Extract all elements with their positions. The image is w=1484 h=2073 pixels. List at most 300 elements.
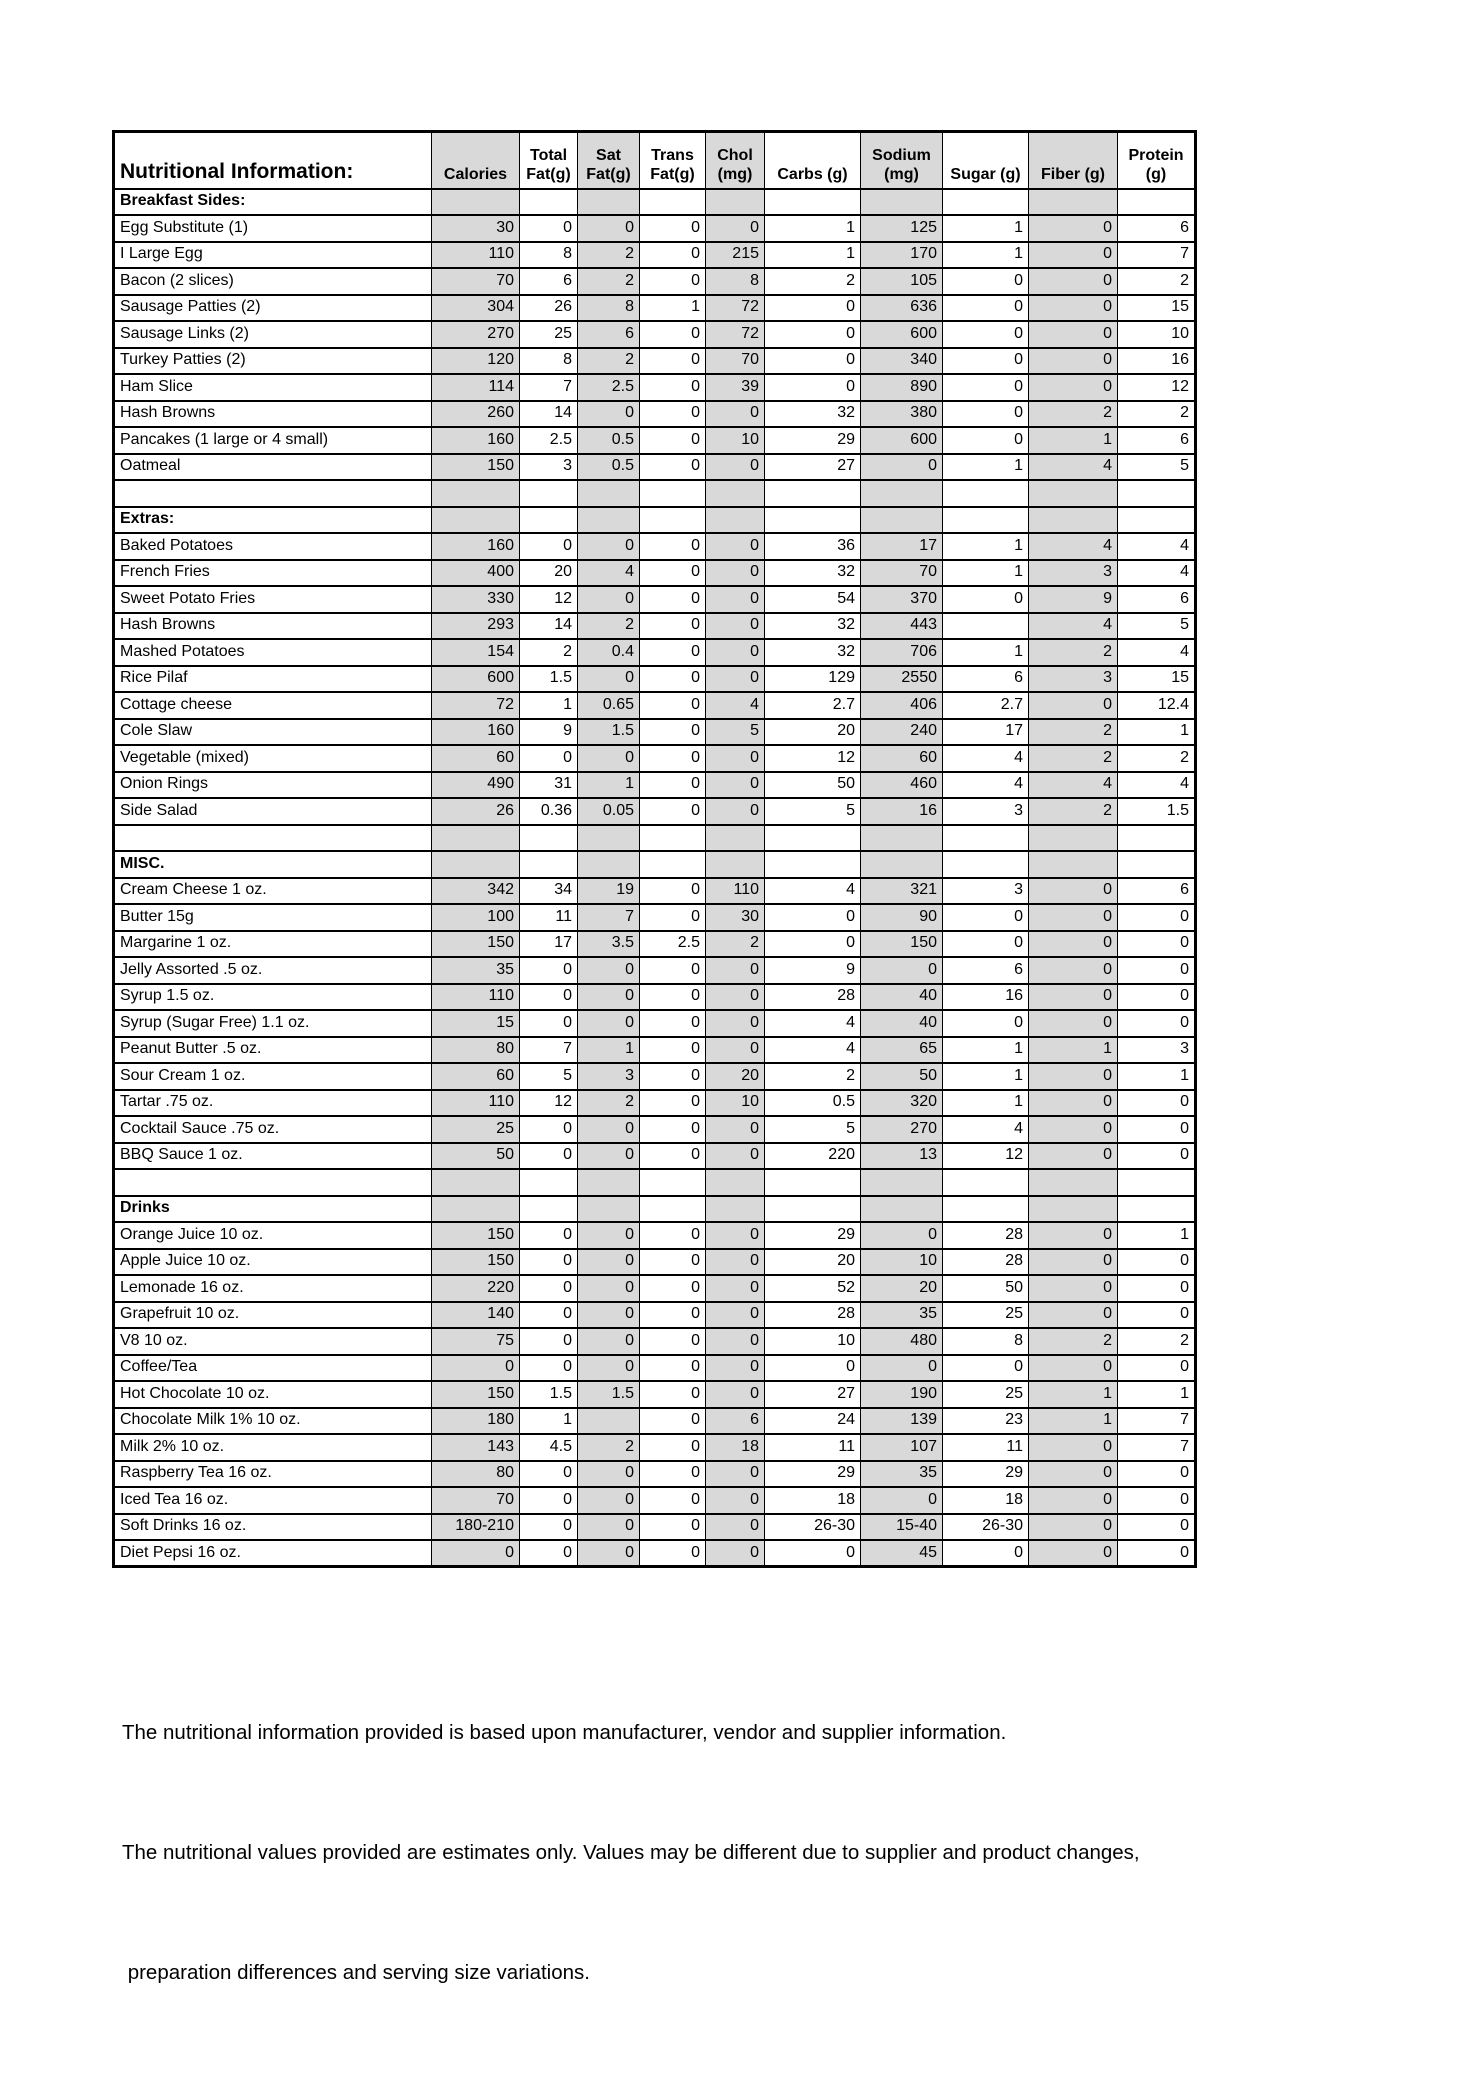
value-cell: 0: [706, 639, 765, 666]
value-cell: 0: [1029, 1249, 1118, 1276]
value-cell: 0: [578, 1275, 640, 1302]
value-cell: 0: [943, 321, 1029, 348]
value-cell: 5: [706, 719, 765, 746]
column-header-line1: Protein: [1128, 146, 1184, 164]
value-cell: 14: [520, 401, 578, 428]
value-cell: 0: [520, 957, 578, 984]
value-cell: 0: [943, 295, 1029, 322]
value-cell: [706, 480, 765, 507]
value-cell: 0: [640, 1434, 706, 1461]
value-cell: 0: [1118, 957, 1196, 984]
value-cell: 7: [1118, 242, 1196, 269]
value-cell: 0: [765, 321, 861, 348]
value-cell: 15-40: [861, 1514, 943, 1541]
value-cell: [578, 851, 640, 878]
value-cell: 160: [432, 533, 520, 560]
header-row: [114, 132, 1196, 189]
value-cell: 100: [432, 904, 520, 931]
value-cell: 0: [640, 613, 706, 640]
value-cell: 9: [520, 719, 578, 746]
value-cell: 3: [520, 454, 578, 481]
value-cell: 1: [1029, 1037, 1118, 1064]
value-cell: 0: [1029, 321, 1118, 348]
value-cell: 0: [1118, 1302, 1196, 1329]
value-cell: 0: [640, 904, 706, 931]
value-cell: 0: [1118, 1514, 1196, 1541]
value-cell: 80: [432, 1461, 520, 1488]
value-cell: 0: [640, 1249, 706, 1276]
value-cell: 2: [765, 268, 861, 295]
value-cell: [1118, 825, 1196, 852]
value-cell: 304: [432, 295, 520, 322]
value-cell: 143: [432, 1434, 520, 1461]
value-cell: [578, 189, 640, 216]
value-cell: 7: [1118, 1434, 1196, 1461]
value-cell: 25: [432, 1116, 520, 1143]
value-cell: 170: [861, 242, 943, 269]
value-cell: 0: [640, 1037, 706, 1064]
value-cell: [943, 613, 1029, 640]
value-cell: 220: [765, 1143, 861, 1170]
value-cell: 2: [1029, 639, 1118, 666]
table-row: [114, 904, 1196, 931]
value-cell: 20: [765, 719, 861, 746]
value-cell: 0: [706, 1461, 765, 1488]
value-cell: 20: [861, 1275, 943, 1302]
value-cell: 443: [861, 613, 943, 640]
value-cell: 0: [861, 454, 943, 481]
column-header-line1: Chol: [717, 146, 753, 164]
value-cell: 0: [640, 242, 706, 269]
value-cell: 25: [520, 321, 578, 348]
value-cell: 0: [640, 719, 706, 746]
value-cell: 8: [706, 268, 765, 295]
table-row: [114, 1434, 1196, 1461]
item-cell: Egg Substitute (1): [114, 215, 432, 242]
value-cell: 0: [1029, 295, 1118, 322]
value-cell: 150: [432, 1381, 520, 1408]
section-row: [114, 507, 1196, 534]
value-cell: 0: [520, 1487, 578, 1514]
value-cell: 8: [520, 242, 578, 269]
value-cell: 18: [765, 1487, 861, 1514]
value-cell: 4: [1029, 533, 1118, 560]
value-cell: 29: [765, 427, 861, 454]
value-cell: 0: [640, 1275, 706, 1302]
value-cell: 0: [943, 1010, 1029, 1037]
value-cell: [520, 1169, 578, 1196]
section-label-cell: MISC.: [114, 851, 432, 878]
value-cell: 110: [706, 878, 765, 905]
table-row: [114, 401, 1196, 428]
section-row: [114, 1196, 1196, 1223]
value-cell: 0: [640, 639, 706, 666]
item-cell: Milk 2% 10 oz.: [114, 1434, 432, 1461]
value-cell: 0.5: [765, 1090, 861, 1117]
spacer-row: [114, 480, 1196, 507]
table-row: [114, 957, 1196, 984]
value-cell: 0: [706, 984, 765, 1011]
column-header: [861, 132, 943, 189]
value-cell: 7: [520, 374, 578, 401]
value-cell: 1: [1029, 427, 1118, 454]
value-cell: 54: [765, 586, 861, 613]
section-row: [114, 851, 1196, 878]
value-cell: 2.5: [520, 427, 578, 454]
value-cell: 0: [706, 1249, 765, 1276]
value-cell: 20: [706, 1063, 765, 1090]
value-cell: 16: [861, 798, 943, 825]
value-cell: 0: [706, 666, 765, 693]
value-cell: [943, 480, 1029, 507]
column-header: [432, 132, 520, 189]
item-cell: Hash Browns: [114, 613, 432, 640]
item-cell: [114, 1169, 432, 1196]
value-cell: 3: [943, 798, 1029, 825]
value-cell: 26-30: [943, 1514, 1029, 1541]
table-row: [114, 1063, 1196, 1090]
value-cell: 26: [432, 798, 520, 825]
value-cell: 0: [1029, 242, 1118, 269]
value-cell: [765, 507, 861, 534]
table-row: [114, 692, 1196, 719]
value-cell: 330: [432, 586, 520, 613]
value-cell: 0: [640, 533, 706, 560]
value-cell: 2550: [861, 666, 943, 693]
value-cell: 270: [861, 1116, 943, 1143]
item-cell: French Fries: [114, 560, 432, 587]
value-cell: 0: [765, 374, 861, 401]
value-cell: 0: [578, 957, 640, 984]
value-cell: 0: [706, 1010, 765, 1037]
value-cell: 1: [943, 1037, 1029, 1064]
value-cell: 1: [943, 639, 1029, 666]
value-cell: 1: [520, 1408, 578, 1435]
value-cell: 32: [765, 560, 861, 587]
value-cell: 0: [943, 268, 1029, 295]
column-header: [1118, 132, 1196, 189]
value-cell: 0: [578, 1487, 640, 1514]
value-cell: 10: [1118, 321, 1196, 348]
value-cell: 32: [765, 613, 861, 640]
value-cell: 636: [861, 295, 943, 322]
value-cell: 270: [432, 321, 520, 348]
item-cell: Lemonade 16 oz.: [114, 1275, 432, 1302]
item-cell: V8 10 oz.: [114, 1328, 432, 1355]
value-cell: 70: [432, 268, 520, 295]
value-cell: 6: [943, 666, 1029, 693]
value-cell: 0: [1029, 931, 1118, 958]
value-cell: 0: [706, 454, 765, 481]
column-header-line2: (g): [1145, 165, 1167, 183]
value-cell: [578, 825, 640, 852]
table-row: [114, 1275, 1196, 1302]
column-header: [765, 132, 861, 189]
value-cell: [861, 1196, 943, 1223]
value-cell: 5: [1118, 613, 1196, 640]
value-cell: 0: [640, 454, 706, 481]
value-cell: 342: [432, 878, 520, 905]
item-cell: Orange Juice 10 oz.: [114, 1222, 432, 1249]
item-cell: Sausage Patties (2): [114, 295, 432, 322]
table-row: [114, 242, 1196, 269]
value-cell: 72: [432, 692, 520, 719]
value-cell: 0: [640, 1487, 706, 1514]
value-cell: 0: [640, 957, 706, 984]
value-cell: 1: [943, 215, 1029, 242]
item-cell: Mashed Potatoes: [114, 639, 432, 666]
value-cell: 2: [578, 348, 640, 375]
value-cell: 4: [943, 1116, 1029, 1143]
value-cell: 0: [706, 401, 765, 428]
value-cell: 23: [943, 1408, 1029, 1435]
value-cell: 60: [861, 745, 943, 772]
value-cell: [640, 507, 706, 534]
value-cell: 0: [640, 1143, 706, 1170]
value-cell: [706, 189, 765, 216]
value-cell: 0: [640, 321, 706, 348]
value-cell: 220: [432, 1275, 520, 1302]
value-cell: 0: [1029, 1116, 1118, 1143]
value-cell: [1029, 189, 1118, 216]
table-row: [114, 1010, 1196, 1037]
value-cell: 35: [432, 957, 520, 984]
value-cell: 600: [432, 666, 520, 693]
value-cell: [520, 825, 578, 852]
value-cell: 180: [432, 1408, 520, 1435]
column-header: [578, 132, 640, 189]
value-cell: 2.5: [578, 374, 640, 401]
value-cell: [861, 851, 943, 878]
value-cell: 27: [765, 1381, 861, 1408]
value-cell: 0: [1029, 1434, 1118, 1461]
value-cell: [432, 480, 520, 507]
value-cell: 0: [943, 348, 1029, 375]
value-cell: 4: [1118, 560, 1196, 587]
value-cell: 6: [1118, 427, 1196, 454]
value-cell: [520, 1196, 578, 1223]
value-cell: 35: [861, 1461, 943, 1488]
column-header-line2: Fat(g): [586, 165, 631, 183]
table-row: [114, 321, 1196, 348]
table-row: [114, 1249, 1196, 1276]
value-cell: 0: [640, 215, 706, 242]
value-cell: 45: [861, 1540, 943, 1567]
table-row: [114, 1143, 1196, 1170]
value-cell: 0: [640, 692, 706, 719]
value-cell: 2: [578, 1434, 640, 1461]
value-cell: 154: [432, 639, 520, 666]
spacer-row: [114, 1169, 1196, 1196]
value-cell: 215: [706, 242, 765, 269]
value-cell: [640, 1169, 706, 1196]
column-header-line2: (mg): [884, 165, 919, 183]
value-cell: [578, 480, 640, 507]
value-cell: 16: [1118, 348, 1196, 375]
value-cell: 12: [765, 745, 861, 772]
value-cell: 39: [706, 374, 765, 401]
value-cell: 2: [578, 613, 640, 640]
value-cell: 0: [706, 1355, 765, 1382]
value-cell: 0: [706, 1275, 765, 1302]
value-cell: 5: [765, 1116, 861, 1143]
value-cell: [432, 1169, 520, 1196]
value-cell: 0: [943, 427, 1029, 454]
column-header-line1: Trans: [651, 146, 694, 164]
value-cell: 3: [1029, 666, 1118, 693]
item-cell: Sausage Links (2): [114, 321, 432, 348]
value-cell: 0: [578, 1355, 640, 1382]
value-cell: 0: [520, 1328, 578, 1355]
value-cell: 0: [640, 348, 706, 375]
value-cell: 4.5: [520, 1434, 578, 1461]
value-cell: 6: [520, 268, 578, 295]
column-header: [640, 132, 706, 189]
value-cell: 5: [1118, 454, 1196, 481]
value-cell: 0: [1118, 984, 1196, 1011]
value-cell: 3: [1029, 560, 1118, 587]
value-cell: 0: [640, 1355, 706, 1382]
table-row: [114, 1461, 1196, 1488]
value-cell: 2: [1029, 798, 1118, 825]
value-cell: 70: [706, 348, 765, 375]
value-cell: 7: [578, 904, 640, 931]
value-cell: 20: [765, 1249, 861, 1276]
value-cell: 150: [432, 1222, 520, 1249]
table-row: [114, 613, 1196, 640]
value-cell: 0: [861, 1487, 943, 1514]
value-cell: 6: [943, 957, 1029, 984]
value-cell: 1: [1118, 1063, 1196, 1090]
value-cell: 25: [943, 1302, 1029, 1329]
value-cell: 706: [861, 639, 943, 666]
value-cell: 3: [578, 1063, 640, 1090]
value-cell: 1: [943, 1063, 1029, 1090]
value-cell: 110: [432, 242, 520, 269]
table-row: [114, 1408, 1196, 1435]
value-cell: 0: [765, 295, 861, 322]
section-row: [114, 189, 1196, 216]
table-row: [114, 1487, 1196, 1514]
value-cell: 2.5: [640, 931, 706, 958]
value-cell: 24: [765, 1408, 861, 1435]
value-cell: 0: [640, 772, 706, 799]
value-cell: 150: [432, 931, 520, 958]
value-cell: 0: [1118, 904, 1196, 931]
item-cell: Cottage cheese: [114, 692, 432, 719]
column-header-line2: Fat(g): [650, 165, 695, 183]
value-cell: 70: [432, 1487, 520, 1514]
value-cell: 0: [578, 984, 640, 1011]
value-cell: 240: [861, 719, 943, 746]
value-cell: 12: [1118, 374, 1196, 401]
table-row: [114, 1381, 1196, 1408]
value-cell: 36: [765, 533, 861, 560]
spacer-row: [114, 825, 1196, 852]
item-cell: Hash Browns: [114, 401, 432, 428]
value-cell: 11: [765, 1434, 861, 1461]
item-cell: Diet Pepsi 16 oz.: [114, 1540, 432, 1567]
value-cell: 1: [578, 772, 640, 799]
value-cell: 17: [943, 719, 1029, 746]
table-body: [114, 189, 1196, 1567]
value-cell: 12: [520, 586, 578, 613]
value-cell: [706, 507, 765, 534]
value-cell: 600: [861, 427, 943, 454]
value-cell: 150: [861, 931, 943, 958]
footer-line: preparation differences and serving size variations.: [122, 1961, 590, 1984]
value-cell: 0: [861, 1355, 943, 1382]
value-cell: [640, 1196, 706, 1223]
value-cell: 110: [432, 1090, 520, 1117]
value-cell: 600: [861, 321, 943, 348]
value-cell: 0: [943, 1355, 1029, 1382]
value-cell: 0: [520, 745, 578, 772]
value-cell: 0: [640, 878, 706, 905]
value-cell: [765, 825, 861, 852]
value-cell: 1: [1029, 1408, 1118, 1435]
value-cell: 17: [861, 533, 943, 560]
value-cell: [765, 1196, 861, 1223]
value-cell: 0: [706, 1037, 765, 1064]
column-header-line1: Sat: [596, 146, 621, 164]
value-cell: 0: [640, 401, 706, 428]
value-cell: 31: [520, 772, 578, 799]
value-cell: 1: [1118, 1222, 1196, 1249]
value-cell: 0: [640, 1090, 706, 1117]
value-cell: 16: [943, 984, 1029, 1011]
value-cell: 1: [765, 215, 861, 242]
value-cell: 8: [520, 348, 578, 375]
value-cell: 0: [1118, 931, 1196, 958]
column-header-line2: Sugar (g): [950, 165, 1021, 183]
column-header-line1: Sodium: [872, 146, 931, 164]
value-cell: [943, 1169, 1029, 1196]
nutrition-table: [112, 130, 1197, 1568]
column-header-line2: Carbs (g): [777, 165, 848, 183]
item-cell: Raspberry Tea 16 oz.: [114, 1461, 432, 1488]
value-cell: 370: [861, 586, 943, 613]
value-cell: 1: [943, 1090, 1029, 1117]
value-cell: 2: [1118, 268, 1196, 295]
item-cell: Iced Tea 16 oz.: [114, 1487, 432, 1514]
value-cell: 0: [1118, 1090, 1196, 1117]
value-cell: [861, 1169, 943, 1196]
item-cell: Peanut Butter .5 oz.: [114, 1037, 432, 1064]
value-cell: 0: [1118, 1487, 1196, 1514]
table-row: [114, 1355, 1196, 1382]
table-row: [114, 295, 1196, 322]
item-cell: Soft Drinks 16 oz.: [114, 1514, 432, 1541]
value-cell: 1: [943, 454, 1029, 481]
value-cell: 0: [1029, 1063, 1118, 1090]
item-cell: Side Salad: [114, 798, 432, 825]
value-cell: 0: [1029, 692, 1118, 719]
value-cell: [765, 480, 861, 507]
value-cell: 0: [1029, 1355, 1118, 1382]
value-cell: 0: [1029, 878, 1118, 905]
item-cell: [114, 480, 432, 507]
value-cell: 0: [640, 1063, 706, 1090]
value-cell: 3.5: [578, 931, 640, 958]
column-header: [706, 132, 765, 189]
value-cell: 9: [765, 957, 861, 984]
table-row: [114, 533, 1196, 560]
table-row: [114, 560, 1196, 587]
value-cell: 4: [1118, 639, 1196, 666]
value-cell: 28: [765, 984, 861, 1011]
value-cell: 0: [1118, 1355, 1196, 1382]
